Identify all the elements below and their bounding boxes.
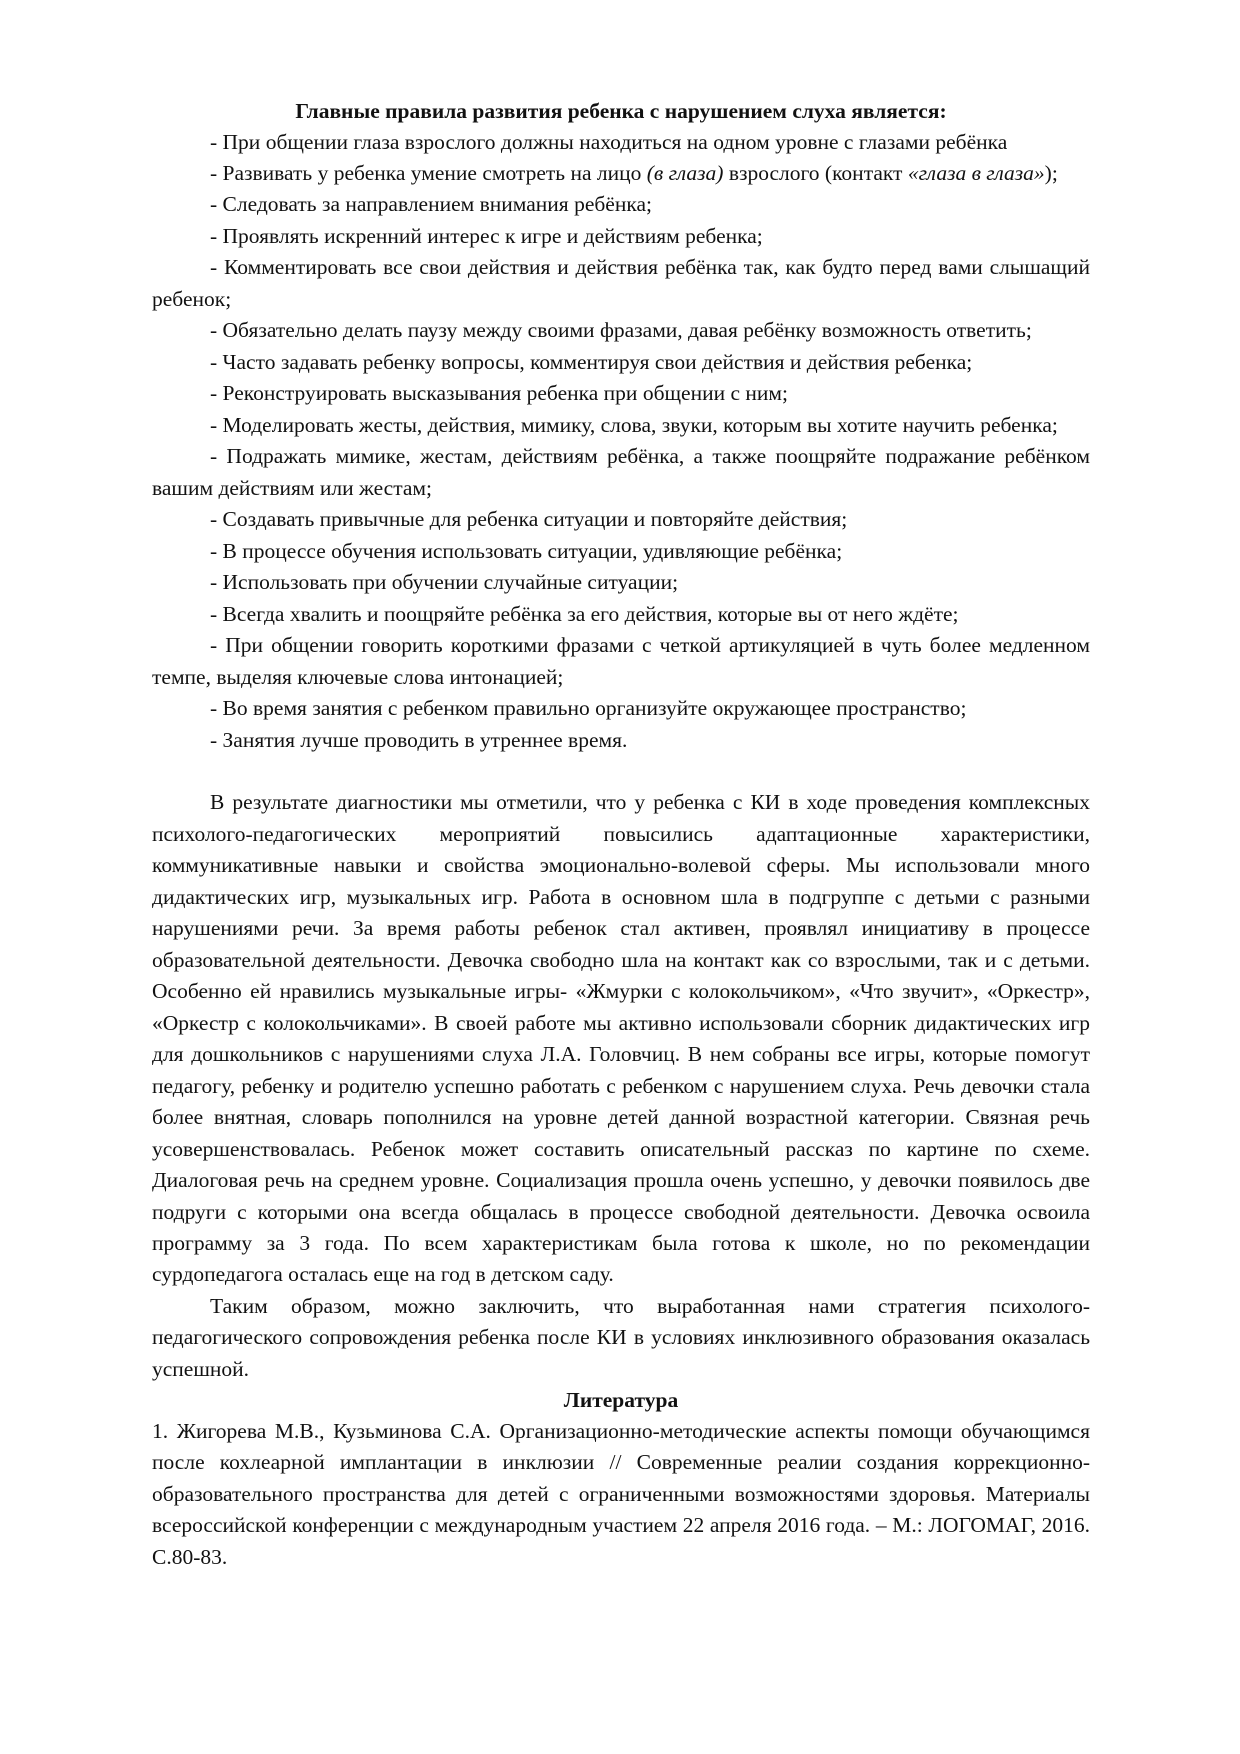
rule-item-13: - Использовать при обучении случайные ситуации;: [210, 570, 679, 595]
rule-item-12: - В процессе обучения использовать ситуации, удивляющие ребёнка;: [210, 538, 843, 563]
paragraph-spacer: [152, 756, 1090, 787]
rule-item-10: - Подражать мимике, жестам, действиям ребёнка, а также поощряйте подражание ребёнком вашим действиям или жестам;: [152, 444, 1090, 500]
rule-item-9: - Моделировать жесты, действия, мимику, слова, звуки, которым вы хотите научить ребенка;: [210, 412, 1058, 437]
body-paragraph-2: Таким образом, можно заключить, что выработанная нами стратегия психолого-педагогического сопровождения ребенка после КИ в условиях инклюзивного образования оказалась успешной.: [152, 1293, 1090, 1381]
rule-item-4: - Проявлять искренний интерес к игре и действиям ребенка;: [210, 223, 763, 248]
rule-item-1: - При общении глаза взрослого должны находиться на одном уровне с глазами ребёнка: [210, 129, 1008, 154]
rule-2-text-before: - Развивать у ребенка умение смотреть на лицо: [210, 161, 647, 185]
rule-item-16: - Во время занятия с ребенком правильно организуйте окружающее пространство;: [210, 696, 967, 721]
rule-2-text-after: );: [1044, 161, 1058, 185]
document-body: [152, 96, 1090, 1573]
rule-2-text-middle: взрослого (контакт: [723, 161, 908, 185]
rule-2-italic-2: «глаза в глаза»: [907, 161, 1045, 185]
references-heading: Литература: [563, 1388, 679, 1413]
page-title: Главные правила развития ребенка с нарушением слуха является:: [295, 99, 947, 123]
reference-item-1: 1. Жигорева М.В., Кузьминова С.А. Организационно-методические аспекты помощи обучающимся после кохлеарной имплантации в инклюзии // Современные реалии создания коррекционно-образовательного пространства для детей с ограниченными возможностями здоровья. Материалы всероссийской конференции с международным участием 22 апреля 2016 года. – М.: ЛОГОМАГ, 2016. С.80-83.: [152, 1418, 1090, 1569]
rule-item-2: [152, 158, 1090, 189]
body-paragraph-1: В результате диагностики мы отметили, что у ребенка с КИ в ходе проведения комплексных психолого-педагогических мероприятий повысились адаптационные характеристики, коммуникативные навыки и свойства эмоционально-волевой сферы. Мы использовали много дидактических игр, музыкальных игр. Работа в основном шла в подгруппе с детьми с разными нарушениями речи. За время работы ребенок стал активен, проявлял инициативу в процессе образовательной деятельности. Девочка свободно шла на контакт как со взрослыми, так и с детьми. Особенно ей нравились музыкальные игры- «Жмурки с колокольчиком», «Что звучит», «Оркестр», «Оркестр с колокольчиками». В своей работе мы активно использовали сборник дидактических игр для дошкольников с нарушениями слуха Л.А. Головчиц. В нем собраны все игры, которые помогут педагогу, ребенку и родителю успешно работать с ребенком с нарушением слуха. Речь девочки стала более внятная, словарь пополнился на уровне детей данной возрастной категории. Связная речь усовершенствовалась. Ребенок может составить описательный рассказ по картине по схеме. Диалоговая речь на среднем уровне. Социализация прошла очень успешно, у девочки появилось две подруги с которыми она всегда общалась в процессе свободной деятельности. Девочка освоила программу за 3 года. По всем характеристикам была готова к школе, но по рекомендации сурдопедагога осталась еще на год в детском саду.: [152, 790, 1090, 1287]
rule-item-5: - Комментировать все свои действия и действия ребёнка так, как будто перед вами слышащий ребенок;: [152, 255, 1090, 311]
rule-item-6: - Обязательно делать паузу между своими фразами, давая ребёнку возможность ответить;: [210, 318, 1032, 343]
rule-2-italic-1: (в глаза): [646, 161, 724, 185]
rule-item-15: - При общении говорить короткими фразами с четкой артикуляцией в чуть более медленном темпе, выделяя ключевые слова интонацией;: [152, 633, 1090, 689]
rule-item-14: - Всегда хвалить и поощряйте ребёнка за его действия, которые вы от него ждёте;: [210, 601, 959, 626]
rule-item-7: - Часто задавать ребенку вопросы, комментируя свои действия и действия ребенка;: [210, 349, 973, 374]
rule-item-11: - Создавать привычные для ребенка ситуации и повторяйте действия;: [210, 507, 848, 532]
rule-item-17: - Занятия лучше проводить в утреннее время.: [210, 727, 628, 752]
rule-item-8: - Реконструировать высказывания ребенка при общении с ним;: [210, 381, 789, 406]
rule-item-3: - Следовать за направлением внимания ребёнка;: [210, 192, 652, 217]
